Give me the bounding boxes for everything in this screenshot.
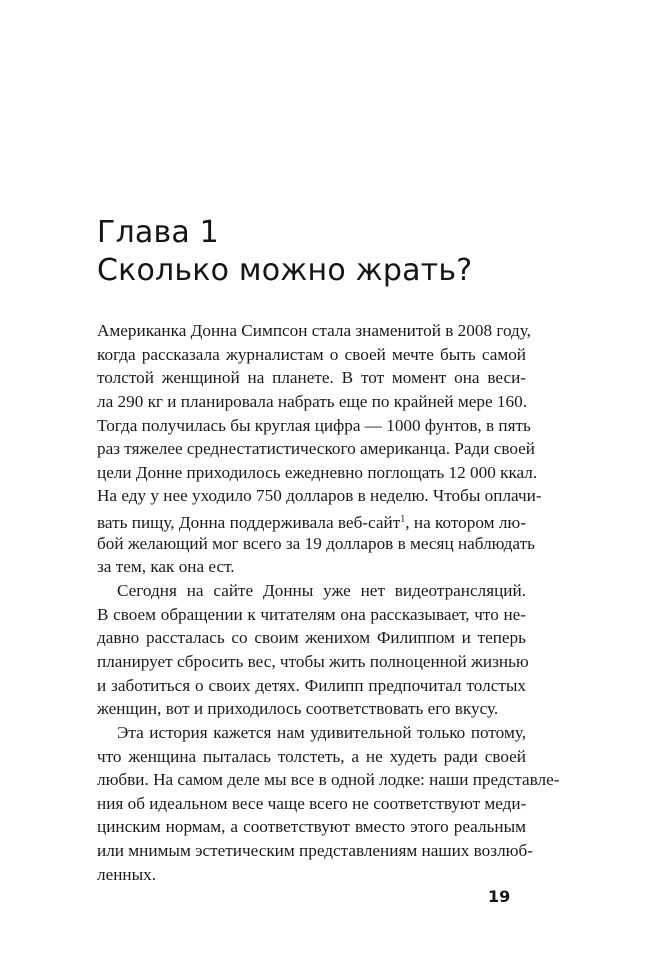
paragraph-line: цинским нормам, а соответствуют вместо этого реальным <box>97 817 526 837</box>
paragraph-line: что женщина пыталась толстеть, а не худеть ради своей <box>97 746 526 766</box>
paragraph-line: бой желающий мог всего за 19 долларов в месяц наблюдать <box>97 533 535 553</box>
paragraph-line: цели Донне приходилось ежедневно поглощать 12 000 ккал. <box>97 462 538 482</box>
page-number: 19 <box>488 887 511 906</box>
paragraph-line: любви. На самом деле мы все в одной лодке: наши представле- <box>97 770 560 790</box>
paragraph-line: На еду у нее уходило 750 долларов в неделю. Чтобы оплачи- <box>97 486 542 506</box>
paragraph-line: Эта история кажется нам удивительной только потому, <box>117 722 526 742</box>
paragraph-line-end: , на котором лю- <box>405 513 526 533</box>
paragraph-line-start: вать пищу, Донна поддерживала веб-сайт <box>97 513 401 533</box>
paragraph-line: и заботиться о своих детях. Филипп предпочитал толстых <box>97 675 526 695</box>
paragraph-line: когда рассказала журналистам о своей мечте быть самой <box>97 344 526 364</box>
chapter-body <box>97 319 560 886</box>
paragraph-line: В своем обращении к читателям она рассказывает, что не- <box>97 604 526 624</box>
paragraph-line-with-footnote <box>97 508 526 532</box>
chapter-heading <box>97 214 557 290</box>
paragraph-line: давно рассталась со своим женихом Филиппом и теперь <box>97 628 526 648</box>
footnote-marker[interactable]: 1 <box>400 514 406 526</box>
paragraph-line: раз тяжелее среднестатистического американца. Ради своей <box>97 439 535 459</box>
chapter-label: Глава 1 <box>97 215 219 250</box>
paragraph-line: планирует сбросить вес, чтобы жить полноценной жизнью <box>97 651 529 671</box>
chapter-title: Сколько можно жрать? <box>97 253 473 288</box>
paragraph-line: Сегодня на сайте Донны уже нет видеотрансляций. <box>117 581 526 601</box>
paragraph-line: Американка Донна Симпсон стала знаменитой в 2008 году, <box>97 321 531 340</box>
paragraph-line: женщин, вот и приходилось соответствовать его вкусу. <box>97 699 499 719</box>
paragraph-line: Тогда получилась бы круглая цифра — 1000 фунтов, в пять <box>97 415 531 435</box>
paragraph-line: ленных. <box>97 864 157 884</box>
paragraph-line: ла 290 кг и планировала набрать еще по крайней мере 160. <box>97 391 527 411</box>
paragraph-line: за тем, как она ест. <box>97 557 235 577</box>
paragraph-line: или мнимым эстетическим представлениям наших возлюб- <box>97 841 533 861</box>
paragraph-line: толстой женщиной на планете. В тот момент она веси- <box>97 368 526 388</box>
paragraph-line: ния об идеальном весе чаще всего не соответствуют меди- <box>97 793 527 813</box>
